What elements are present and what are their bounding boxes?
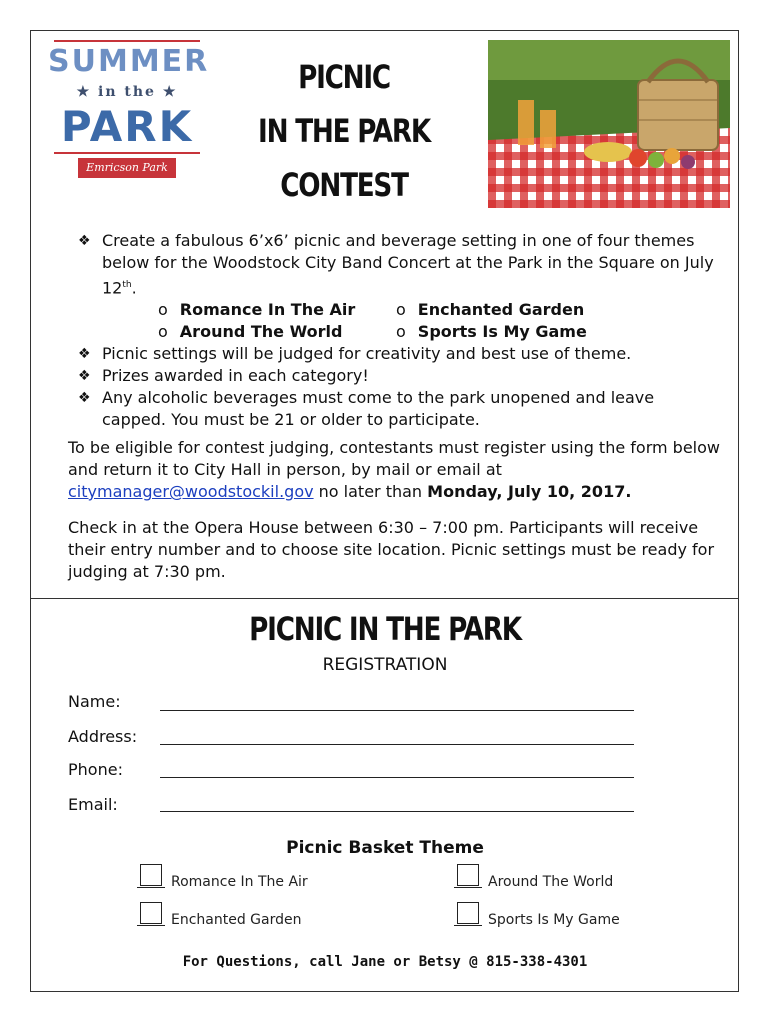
theme-marker: o — [396, 322, 406, 342]
theme-marker: o — [396, 300, 406, 320]
theme-option — [158, 299, 355, 321]
around-world-label: Around The World — [488, 874, 614, 890]
address-label: Address: — [68, 727, 138, 746]
rule-item — [78, 230, 718, 299]
contest-title — [255, 50, 432, 212]
picnic-basket-photo — [488, 40, 730, 208]
name-label: Name: — [68, 692, 121, 711]
diamond-bullet-icon: ❖ — [78, 390, 91, 407]
theme-marker: o — [158, 300, 168, 320]
romance-checkbox[interactable] — [140, 864, 162, 886]
theme-option — [396, 299, 584, 321]
logo-rule-bottom — [54, 152, 200, 154]
around-world-checkbox[interactable] — [457, 864, 479, 886]
rule-text-end: . — [131, 278, 137, 298]
email-link[interactable]: citymanager@woodstockil.gov — [68, 482, 314, 501]
logo-in-the: ★ in the ★ — [76, 84, 178, 100]
diamond-bullet-icon: ❖ — [78, 233, 91, 249]
summer-in-the-park-logo — [48, 38, 210, 188]
name-field[interactable] — [160, 710, 634, 711]
romance-label: Romance In The Air — [171, 874, 308, 890]
rule-text: Create a fabulous 6’x6’ picnic and beverage setting in one of four themes below for the Woodstock City Band Concert at the Park in the Square on July 12 — [102, 231, 714, 298]
checkbox-underline — [454, 925, 482, 926]
rule-item — [78, 365, 718, 387]
deadline-text: Monday, July 10, 2017. — [427, 482, 632, 501]
theme-label: Sports Is My Game — [417, 322, 587, 342]
rule-text: Prizes awarded in each category! — [102, 366, 369, 386]
logo-rule-top — [54, 40, 200, 42]
theme-label: Romance In The Air — [179, 300, 356, 320]
enchanted-garden-label: Enchanted Garden — [171, 912, 302, 928]
email-label: Email: — [68, 795, 118, 814]
diamond-bullet-icon: ❖ — [78, 368, 91, 385]
picnic-illustration — [488, 40, 730, 208]
phone-field[interactable] — [160, 777, 634, 778]
rule-item — [78, 343, 718, 365]
logo-summer: SUMMER — [48, 44, 210, 79]
theme-option — [158, 321, 343, 343]
theme-list — [78, 299, 718, 343]
contest-title-line: CONTEST — [280, 166, 408, 204]
rules-list — [78, 230, 718, 431]
section-divider — [30, 598, 739, 599]
rule-text: Any alcoholic beverages must come to the park unopened and leave capped. You must be 21 or older to participate. — [102, 388, 655, 430]
address-field[interactable] — [160, 744, 634, 745]
checkbox-underline — [454, 887, 482, 888]
theme-marker: o — [158, 322, 168, 342]
logo-badge: Emricson Park — [78, 158, 176, 178]
theme-option — [396, 321, 587, 343]
enchanted-garden-checkbox[interactable] — [140, 902, 162, 924]
contact-footer: For Questions, call Jane or Betsy @ 815-338-4301 — [182, 954, 588, 970]
rule-item — [78, 387, 718, 431]
phone-label: Phone: — [68, 760, 123, 779]
registration-subtitle: REGISTRATION — [322, 655, 448, 675]
theme-label: Enchanted Garden — [417, 300, 585, 320]
theme-label: Around The World — [179, 322, 343, 342]
checkbox-underline — [137, 925, 165, 926]
sports-checkbox[interactable] — [457, 902, 479, 924]
diamond-bullet-icon: ❖ — [78, 346, 91, 363]
eligibility-paragraph — [68, 437, 728, 503]
eligibility-text: no later than — [313, 482, 428, 501]
checkin-paragraph: Check in at the Opera House between 6:30 – 7:00 pm. Participants will receive their entry number and to choose site location. Picnic settings must be ready for judging at 7:30 pm. — [68, 518, 715, 581]
rule-text: Picnic settings will be judged for creativity and best use of theme. — [102, 344, 632, 364]
logo-park: PARK — [60, 102, 194, 151]
basket-theme-heading: Picnic Basket Theme — [286, 838, 484, 858]
contest-title-line: IN THE PARK — [258, 112, 430, 150]
registration-title: PICNIC IN THE PARK — [249, 610, 521, 648]
sports-label: Sports Is My Game — [488, 912, 620, 928]
eligibility-text: To be eligible for contest judging, contestants must register using the form below and return it to City Hall in person, by mail or email at — [68, 438, 720, 479]
contest-title-line: PICNIC — [298, 58, 390, 96]
email-field[interactable] — [160, 811, 634, 812]
checkbox-underline — [137, 887, 165, 888]
rule-superscript: th — [122, 280, 132, 290]
